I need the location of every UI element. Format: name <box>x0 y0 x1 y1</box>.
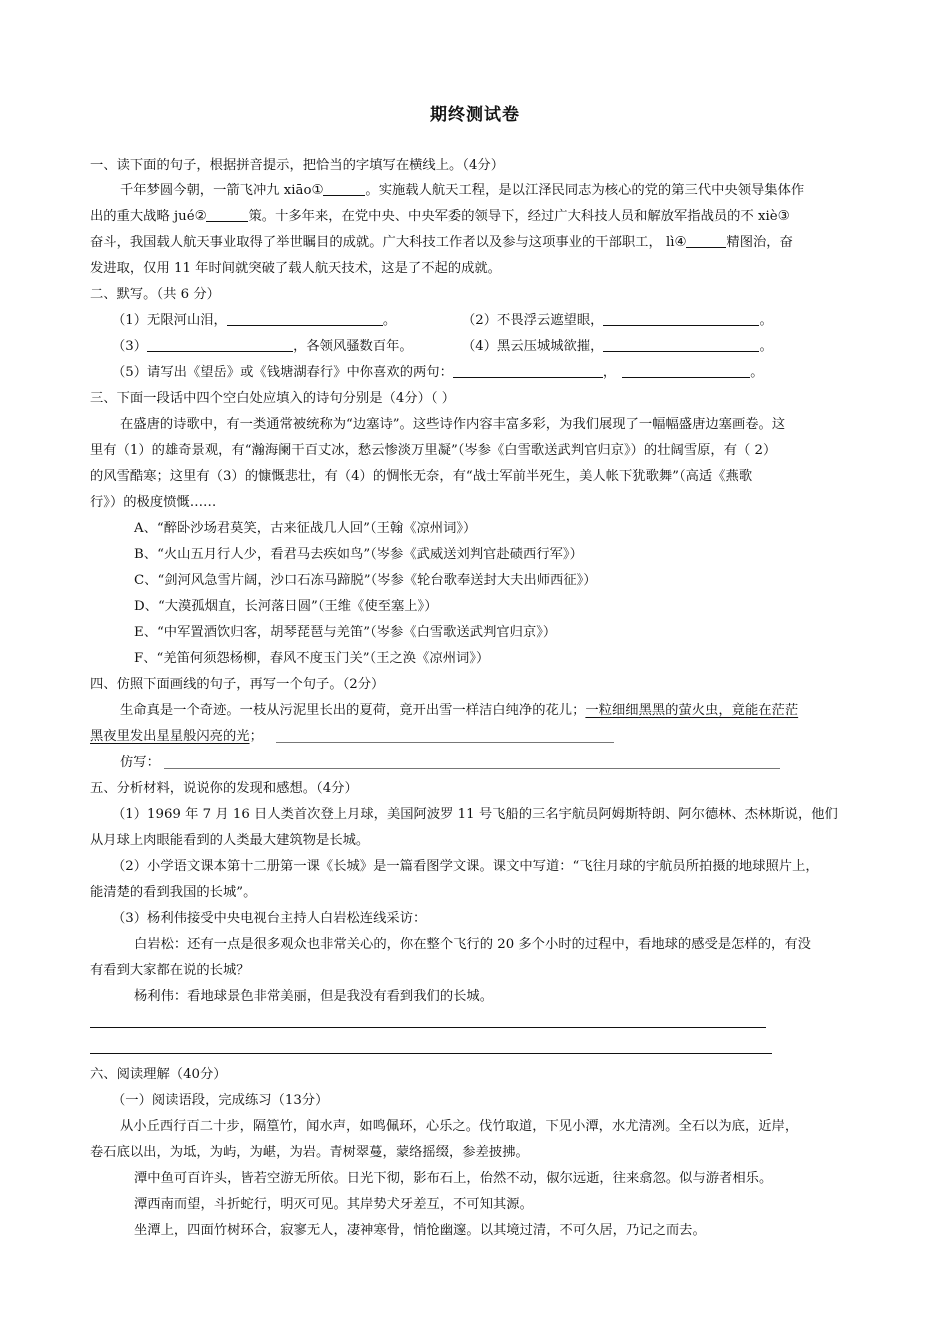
section-3-para-3: 的风雪酷寒；这里有（3）的慷慨悲壮，有（4）的惆怅无奈，有“战士军前半死生，美人帐下犹歌舞”（高适《燕歌 <box>90 469 753 484</box>
imitation-label: 仿写： <box>120 755 160 770</box>
passage-para-3: 潭西南而望，斗折蛇行，明灭可见。其岸势犬牙差互，不可知其源。 <box>134 1197 533 1212</box>
section-1-line-2: 出的重大战略 jué② 策。十多年来，在党中央、中央军委的领导下，经过广大科技人员和解放军指战员的不 xiè③ <box>90 209 790 224</box>
section-3-para-4: 行》）的极度愤慨…… <box>90 495 217 510</box>
section-4-para-2: 黑夜里发出星星般闪亮的光； <box>90 729 263 744</box>
interview-bai-line-1: 白岩松：还有一点是很多观众也非常关心的，你在整个飞行的 20 多个小时的过程中，看地球的感受是怎样的，有没 <box>134 937 811 952</box>
answer-blank-2[interactable] <box>206 207 248 222</box>
section-3-para-2: 里有（1）的雄奇景观，有“瀚海阑干百丈冰，愁云惨淡万里凝”（岑参《白雪歌送武判官归京》）的壮阔雪原，有（ 2） <box>90 443 777 458</box>
dictation-3-blank[interactable] <box>147 337 293 352</box>
underlined-sentence-start: 一粒细细黑黑的萤火虫，竟能在茫茫 <box>585 703 799 718</box>
material-2-line-2: 能清楚的看到我国的长城”。 <box>90 885 257 900</box>
passage-para-4: 坐潭上，四面竹树环合，寂寥无人，凄神寒骨，悄怆幽邃。以其境过清，不可久居，乃记之而去。 <box>134 1223 706 1238</box>
dictation-2-blank[interactable] <box>603 311 759 326</box>
continuation-answer-line[interactable] <box>276 742 614 743</box>
passage-para-1-line-2: 卷石底以出，为坻，为屿，为嵁，为岩。青树翠蔓，蒙络摇缀，参差披拂。 <box>90 1145 529 1160</box>
section-4-heading: 四、仿照下面画线的句子，再写一个句子。（2分） <box>90 677 385 692</box>
section-1-line-4: 发进取，仅用 11 年时间就突破了载人航天技术，这是了不起的成就。 <box>90 261 501 276</box>
imitation-answer-line[interactable] <box>164 768 780 769</box>
interview-yang: 杨利伟：看地球景色非常美丽，但是我没有看到我们的长城。 <box>134 989 494 1004</box>
option-c: C、“剑河风急雪片阔，沙口石冻马蹄脱”（岑参《轮台歌奉送封大夫出师西征》） <box>134 573 597 588</box>
section-6-heading: 六、阅读理解（40分） <box>90 1067 227 1082</box>
passage-para-1-line-1: 从小丘西行百二十步，隔篁竹，闻水声，如鸣佩环，心乐之。伐竹取道，下见小潭，水尤清冽。全石以为底，近岸， <box>120 1119 799 1134</box>
analysis-answer-line-2[interactable] <box>90 1053 772 1054</box>
dictation-1-blank[interactable] <box>227 311 383 326</box>
section-4-para-1: 生命真是一个奇迹。一枝从污泥里长出的夏荷，竟开出雪一样洁白纯净的花儿；一粒细细黑黑的萤火虫，竟能在茫茫 <box>120 703 799 718</box>
underlined-sentence-end: 黑夜里发出星星般闪亮的光 <box>90 729 250 744</box>
section-2-heading: 二、默写。（共 6 分） <box>90 287 220 302</box>
option-a: A、“醉卧沙场君莫笑，古来征战几人回”（王翰《凉州词》） <box>134 521 477 536</box>
option-d: D、“大漠孤烟直，长河落日圆”（王维《使至塞上》） <box>134 599 438 614</box>
material-2-line-1: （2）小学语文课本第十二册第一课《长城》是一篇看图学文课。课文中写道：“飞往月球的宇航员所拍摄的地球照片上， <box>112 859 819 874</box>
passage-para-2: 潭中鱼可百许头，皆若空游无所依。日光下彻，影布石上，佁然不动，俶尔远逝，往来翕忽。似与游者相乐。 <box>134 1171 773 1186</box>
material-1-line-2: 从月球上肉眼能看到的人类最大建筑物是长城。 <box>90 833 370 848</box>
dictation-4: （4）黑云压城城欲摧， 。 <box>462 339 773 354</box>
material-3-heading: （3）杨利伟接受中央电视台主持人白岩松连线采访： <box>112 911 427 926</box>
dictation-5: （5）请写出《望岳》或《钱塘湖春行》中你喜欢的两句： ， 。 <box>112 365 764 380</box>
option-f: F、“羌笛何须怨杨柳，春风不度玉门关”（王之涣《凉州词》） <box>134 651 490 666</box>
option-e: E、“中军置酒饮归客，胡琴琵琶与羌笛”（岑参《白雪歌送武判官归京》） <box>134 625 557 640</box>
section-1-heading: 一、读下面的句子，根据拼音提示，把恰当的字填写在横线上。（4分） <box>90 158 505 173</box>
dictation-5-blank-a[interactable] <box>453 363 603 378</box>
analysis-answer-line-1[interactable] <box>90 1027 766 1028</box>
option-b: B、“火山五月行人少，看君马去疾如鸟”（岑参《武威送刘判官赴碛西行军》） <box>134 547 583 562</box>
section-3-para-1: 在盛唐的诗歌中，有一类通常被统称为“边塞诗”。这些诗作内容丰富多彩，为我们展现了一幅幅盛唐边塞画卷。这 <box>120 417 786 432</box>
section-1-line-3: 奋斗，我国载人航天事业取得了举世瞩目的成就。广大科技工作者以及参与这项事业的干部职工， lì④ 精图治，奋 <box>90 235 793 250</box>
dictation-1: （1）无限河山泪， 。 <box>112 313 397 328</box>
interview-bai-line-2: 有看到大家都在说的长城？ <box>90 963 250 978</box>
dictation-3: （3） ，各领风骚数百年。 <box>112 339 413 354</box>
material-1-line-1: （1）1969 年 7 月 16 日人类首次登上月球，美国阿波罗 11 号飞船的三名宇航员阿姆斯特朗、阿尔德林、杰林斯说，他们 <box>112 807 838 822</box>
answer-blank-1[interactable] <box>323 181 365 196</box>
section-5-heading: 五、分析材料，说说你的发现和感想。（4分） <box>90 781 358 796</box>
dictation-4-blank[interactable] <box>603 337 759 352</box>
section-6-subheading: （一）阅读语段，完成练习（13分） <box>112 1093 329 1108</box>
answer-blank-4[interactable] <box>686 233 726 248</box>
page-title: 期终测试卷 <box>430 105 520 125</box>
section-1-line-1: 千年梦圆今朝，一箭飞冲九 xiāo① 。实施载人航天工程，是以江泽民同志为核心的党的第三代中央领导集体作 <box>120 183 805 198</box>
dictation-2: （2）不畏浮云遮望眼， 。 <box>462 313 773 328</box>
section-3-heading: 三、下面一段话中四个空白处应填入的诗句分别是（4分）（ ） <box>90 391 456 406</box>
dictation-5-blank-b[interactable] <box>622 363 750 378</box>
